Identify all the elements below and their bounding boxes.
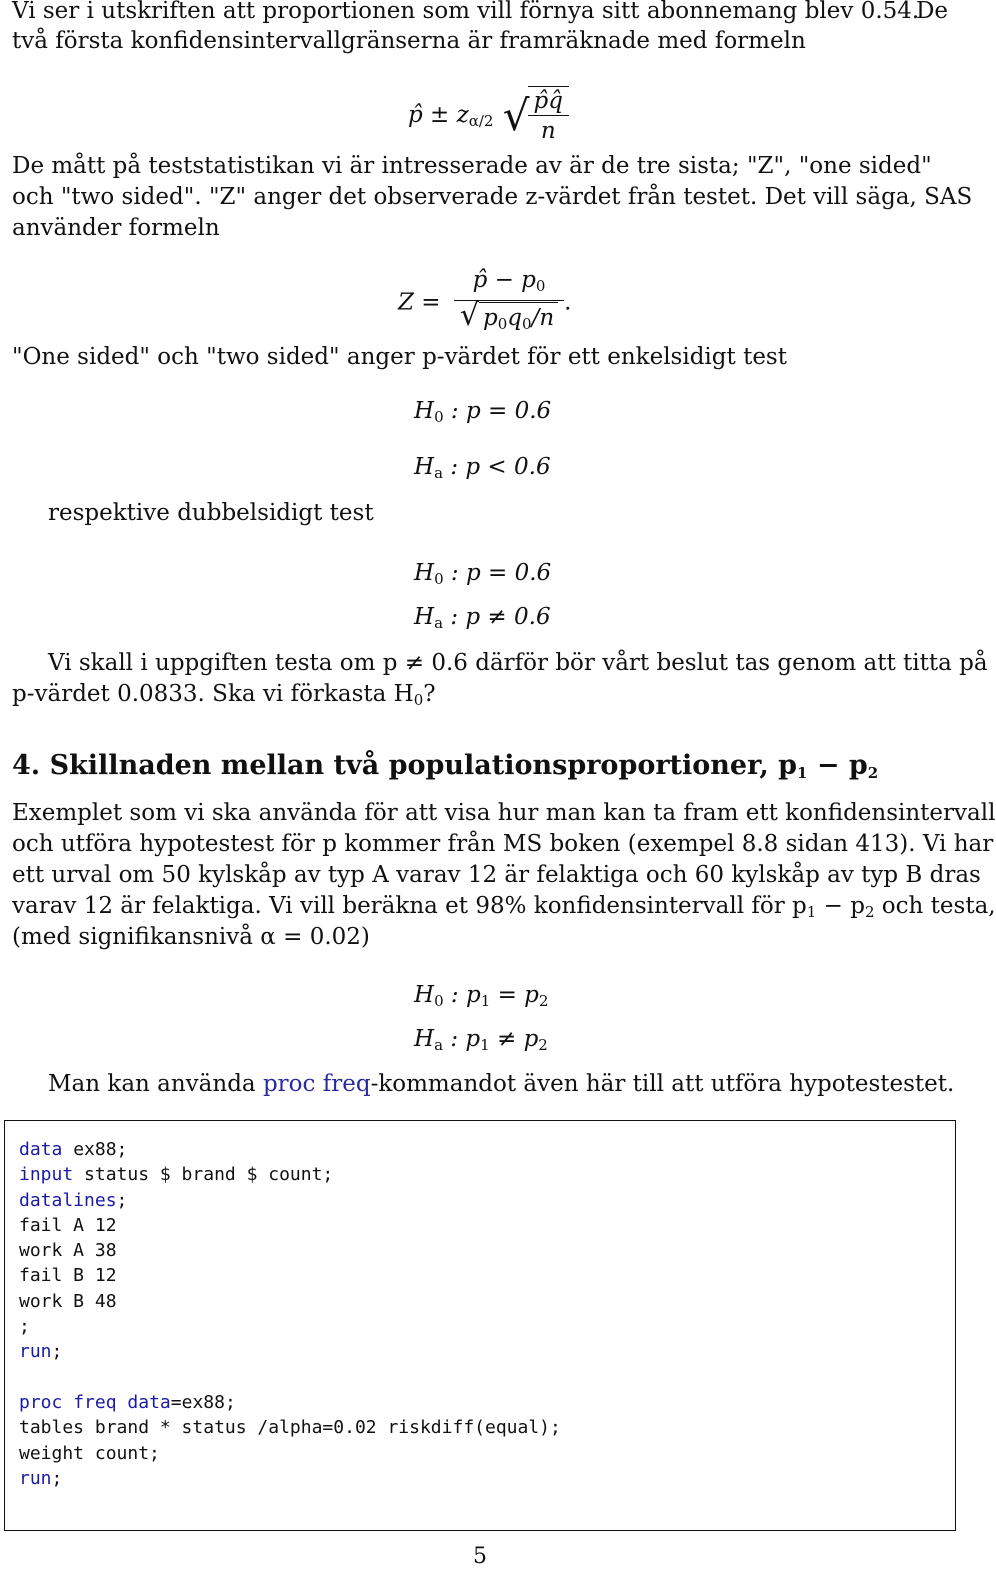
- subscript: a: [434, 1036, 444, 1054]
- paragraph-line: två första konfidensintervallgränserna är framräknade med formeln: [12, 28, 806, 54]
- paragraph-line: [12, 679, 948, 715]
- paragraph-line: "One sided" och "two sided" anger p-värdet för ett enkelsidigt test: [12, 344, 787, 370]
- subscript: 1: [806, 903, 817, 921]
- code-text: fail A 12: [19, 1214, 117, 1236]
- text: och testa,: [874, 893, 996, 919]
- formula-text: /n: [531, 305, 555, 331]
- confidence-interval-formula: p̂ ± $z_{\alpha/2}$ √ $\frac{p̂q̂}{n}$: [408, 86, 569, 146]
- formula-text: : p = 0.6: [450, 398, 552, 424]
- subscript: 0: [497, 315, 508, 333]
- formula-dot: .: [564, 289, 572, 316]
- text: − p: [816, 893, 865, 919]
- code-keyword: data: [127, 1391, 171, 1413]
- formula-text: = p: [490, 982, 539, 1008]
- text: p-värdet 0.0833. Ska vi förkasta H: [12, 681, 414, 707]
- subscript: 0: [535, 277, 546, 295]
- page-number: 5: [473, 1544, 487, 1569]
- subscript: 0: [434, 570, 444, 588]
- code-text: ;: [19, 1316, 30, 1338]
- paragraph-line: (med signifikansnivå α = 0.02): [12, 924, 370, 950]
- subscript: 2: [867, 764, 879, 782]
- code-text: work B 48: [19, 1290, 117, 1312]
- heading-text: − p: [807, 750, 868, 781]
- paragraph-line: respektive dubbelsidigt test: [48, 500, 374, 526]
- code-line: [19, 1365, 941, 1390]
- proc-keyword: proc: [262, 1071, 316, 1097]
- subscript: α/2: [468, 112, 494, 130]
- code-line: [19, 1390, 941, 1415]
- code-line: [19, 1137, 941, 1162]
- formula-text: H: [414, 604, 435, 630]
- formula-text: : p: [450, 1026, 481, 1052]
- code-keyword: data: [19, 1139, 63, 1160]
- code-keyword: proc: [19, 1391, 63, 1413]
- code-text: ;: [51, 1467, 63, 1489]
- code-line: [19, 1238, 941, 1263]
- code-line: [19, 1162, 941, 1187]
- code-text: ;: [116, 1189, 128, 1211]
- code-line: [19, 1289, 941, 1314]
- text: Man kan använda: [48, 1071, 263, 1097]
- subscript: 1: [480, 992, 491, 1010]
- hypothesis-ha: [414, 604, 551, 632]
- formula-numerator: p̂q̂: [533, 88, 563, 114]
- code-keyword: run: [19, 1467, 52, 1489]
- formula-text: H: [414, 560, 435, 586]
- formula-text: H: [414, 982, 435, 1008]
- formula-text: ≠ p: [489, 1026, 539, 1052]
- formula-text: p̂ ± z: [408, 102, 469, 128]
- subscript: 0: [434, 408, 444, 426]
- code-text: status $ brand $ count;: [73, 1164, 334, 1186]
- z-statistic-formula: Z = $\frac{p̂ - p_0}{√ p_0q_0/n}$ .: [398, 266, 571, 339]
- code-line: [19, 1339, 941, 1364]
- hypothesis-h0: [414, 398, 551, 426]
- freq-keyword: freq: [322, 1071, 371, 1097]
- code-line: [19, 1188, 941, 1213]
- code-text: [62, 1392, 73, 1413]
- text: De: [915, 0, 948, 24]
- formula-text: : p: [450, 982, 481, 1008]
- code-text: weight count;: [19, 1442, 160, 1464]
- code-text: ex88;: [62, 1139, 128, 1160]
- code-keyword: datalines: [19, 1189, 117, 1211]
- paragraph-line: ett urval om 50 kylskåp av typ A varav 12 är felaktiga och 60 kylskåp av typ B dras: [12, 862, 981, 888]
- sas-code-block: [4, 1120, 956, 1531]
- code-text: work A 38: [19, 1240, 117, 1262]
- hypothesis-ha: [414, 454, 551, 482]
- paragraph-line: och "two sided". "Z" anger det observerade z-värdet från testet. Det vill säga, SAS: [12, 184, 973, 210]
- subscript: a: [434, 464, 444, 482]
- text: Vi ser i utskriften att proportionen som vill förnya sitt abonnemang blev 0.54.: [12, 0, 920, 24]
- code-keyword: input: [19, 1164, 74, 1186]
- code-text: ;: [51, 1341, 63, 1363]
- subscript: 2: [864, 903, 875, 921]
- formula-text: : p = 0.6: [450, 560, 552, 586]
- code-line: [19, 1441, 941, 1466]
- section-heading: [12, 748, 948, 791]
- paragraph-line: använder formeln: [12, 215, 220, 241]
- text: -kommandot även här till att utföra hypotestestet.: [370, 1071, 955, 1097]
- subscript: 0: [413, 691, 424, 709]
- paragraph-line: och utföra hypotestest för p kommer från MS boken (exempel 8.8 sidan 413). Vi har: [12, 831, 994, 857]
- formula-text: H: [414, 1026, 435, 1052]
- subscript: 2: [538, 1036, 548, 1054]
- code-line: [19, 1213, 941, 1238]
- paragraph-line: De mått på teststatistikan vi är intresserade av är de tre sista; "Z", "one sided": [12, 153, 932, 179]
- formula-lhs: Z =: [398, 289, 441, 316]
- subscript: a: [434, 614, 444, 632]
- code-text: fail B 12: [19, 1265, 117, 1287]
- code-text: =ex88;: [170, 1391, 236, 1413]
- formula-text: p: [483, 305, 498, 331]
- subscript: 1: [480, 1036, 490, 1054]
- code-line: [19, 1263, 941, 1288]
- hypothesis-h0: [414, 982, 548, 1010]
- formula-text: H: [414, 398, 435, 424]
- code-text: [117, 1392, 128, 1413]
- formula-numerator: p̂ − p: [472, 267, 536, 293]
- formula-text: H: [414, 454, 435, 480]
- formula-text: q: [507, 305, 523, 331]
- text: ?: [423, 681, 436, 707]
- formula-denominator: n: [540, 118, 556, 144]
- text: varav 12 är felaktiga. Vi vill beräkna et 98% konfidensintervall för p: [12, 893, 807, 919]
- code-text: tables brand * status /alpha=0.02 riskdiff(equal);: [19, 1417, 561, 1439]
- subscript: 0: [522, 315, 532, 333]
- hypothesis-h0: [414, 560, 551, 588]
- formula-text: : p < 0.6: [450, 454, 551, 480]
- paragraph-line: Vi skall i uppgiften testa om p ≠ 0.6 därför bör vårt beslut tas genom att titta på: [48, 650, 988, 676]
- paragraph-line: Exemplet som vi ska använda för att visa hur man kan ta fram ett konfidensintervall: [12, 800, 996, 826]
- formula-text: : p ≠ 0.6: [450, 604, 551, 630]
- heading-text: 4. Skillnaden mellan två populationsproportioner, p: [12, 750, 798, 781]
- subscript: 0: [434, 992, 444, 1010]
- code-keyword: run: [19, 1341, 52, 1363]
- paragraph-line: [12, 0, 948, 26]
- paragraph-line: [48, 1069, 984, 1099]
- hypothesis-ha: [414, 1026, 548, 1054]
- code-keyword: freq: [73, 1391, 117, 1413]
- code-line: [19, 1314, 941, 1339]
- code-line: [19, 1466, 941, 1491]
- subscript: 2: [538, 992, 549, 1010]
- subscript: 1: [797, 764, 808, 782]
- code-line: [19, 1415, 941, 1440]
